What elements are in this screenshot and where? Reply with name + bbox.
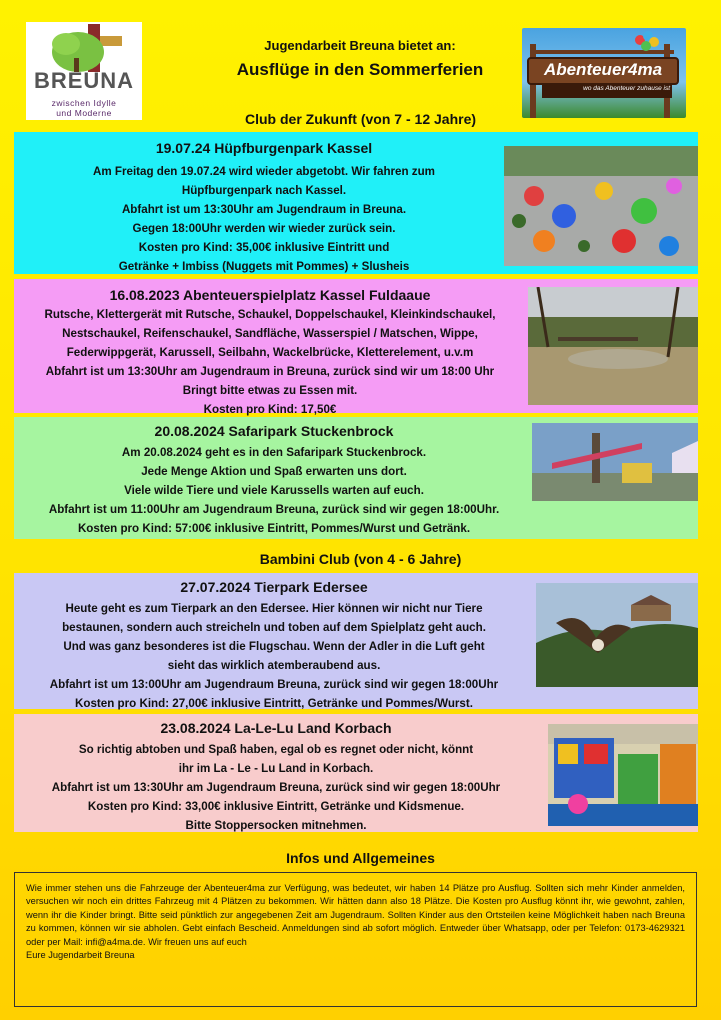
abenteuer4ma-name: Abenteuer4ma <box>543 60 663 79</box>
event-title: 27.07.2024 Tierpark Edersee <box>180 579 368 595</box>
event-line: Kosten pro Kind: 33,00€ inklusive Eintritt, Getränke und Kidsmenue. <box>87 800 465 813</box>
photo-tierpark <box>536 583 698 687</box>
event-line: So richtig abtoben und Spaß haben, egal ob es regnet oder nicht, könnt <box>78 743 474 756</box>
event-line: Abfahrt ist um 13:00Uhr am Jugendraum Breuna, zurück sind wir gegen 18:00Uhr <box>49 678 499 691</box>
event-card-tierpark <box>14 573 698 709</box>
eagle-photo-icon <box>536 583 698 687</box>
breuna-tagline-1: zwischen Idylle <box>51 98 117 108</box>
event-line: Kosten pro Kind: 27,00€ inklusive Eintritt, Getränke und Pommes/Wurst. <box>75 697 473 710</box>
photo-spielplatz <box>528 287 698 405</box>
info-box <box>14 872 697 1007</box>
event-line: Jede Menge Aktion und Spaß erwarten uns dort. <box>141 465 407 478</box>
event-line: Nestschaukel, Reifenschaukel, Sandfläche, Wasserspiel / Matschen, Wippe, <box>62 327 478 340</box>
event-line: Heute geht es zum Tierpark an den Edersee. Hier können wir nicht nur Tiere <box>65 602 483 615</box>
breuna-logo <box>26 22 142 120</box>
carousel-photo-icon <box>532 423 698 501</box>
photo-safaripark <box>532 423 698 501</box>
section-bambini: Bambini Club (von 4 - 6 Jahre) <box>259 551 462 567</box>
section-infos: Infos und Allgemeines <box>286 850 435 866</box>
event-card-huepfburgenpark <box>14 132 698 274</box>
event-line: ihr im La - Le - Lu Land in Korbach. <box>178 762 374 775</box>
breuna-tagline-2: und Moderne <box>56 108 112 118</box>
event-card-safaripark <box>14 417 698 539</box>
abenteuer4ma-logo <box>522 28 686 118</box>
event-line: Kosten pro Kind: 57:00€ inklusive Eintritt, Pommes/Wurst und Getränk. <box>77 522 471 535</box>
section-club-zukunft: Club der Zukunft (von 7 - 12 Jahre) <box>244 111 477 127</box>
event-line: Kosten pro Kind: 35,00€ inklusive Eintritt und <box>138 241 390 254</box>
event-line: Am 20.08.2024 geht es in den Safaripark Stuckenbrock. <box>121 446 427 459</box>
event-card-lalelu <box>14 714 698 832</box>
event-line: Abfahrt ist um 13:30Uhr am Jugendraum in Breuna. <box>121 203 407 216</box>
photo-huepfburgen <box>504 146 698 266</box>
event-title: 16.08.2023 Abenteuerspielplatz Kassel Fuldaaue <box>109 287 431 303</box>
event-line: Rutsche, Klettergerät mit Rutsche, Schaukel, Doppelschaukel, Kleinkindschaukel, <box>44 308 496 321</box>
indoor-playground-photo-icon <box>548 724 698 826</box>
event-line: Und was ganz besonderes ist die Flugschau. Wenn der Adler in die Luft geht <box>63 640 485 653</box>
event-line: Hüpfburgenpark nach Kassel. <box>181 184 347 197</box>
abenteuer4ma-tagline: wo das Abenteuer zuhause ist <box>583 85 670 92</box>
event-line: Am Freitag den 19.07.24 wird wieder abgetobt. Wir fahren zum <box>93 165 435 178</box>
event-line: bestaunen, sondern auch streicheln und toben auf dem Spielplatz geht auch. <box>62 621 486 634</box>
header-subtitle: Jugendarbeit Breuna bietet an: <box>264 38 456 53</box>
event-card-abenteuerspielplatz <box>14 279 698 416</box>
event-line: Bitte Stoppersocken mitnehmen. <box>185 819 367 832</box>
event-line: Bringt bitte etwas zu Essen mit. <box>182 384 358 397</box>
event-line: Gegen 18:00Uhr werden wir wieder zurück sein. <box>132 222 396 235</box>
event-title: 20.08.2024 Safaripark Stuckenbrock <box>154 423 394 439</box>
event-line: Viele wilde Tiere und viele Karussells warten auf euch. <box>124 484 424 497</box>
event-title: 23.08.2024 La-Le-Lu Land Korbach <box>160 720 392 736</box>
breuna-name: BREUNA <box>33 68 135 93</box>
photo-lalelu <box>548 724 698 826</box>
header-title: Ausflüge in den Sommerferien <box>236 60 484 79</box>
playground-photo-icon <box>528 287 698 405</box>
event-line: Abfahrt ist um 13:30Uhr am Jugendraum Breuna, zurück sind wir gegen 18:00Uhr <box>51 781 501 794</box>
event-line: Federwippgerät, Karussell, Seilbahn, Wackelbrücke, Kletterelement, u.v.m <box>66 346 474 359</box>
event-title: 19.07.24 Hüpfburgenpark Kassel <box>155 140 373 156</box>
bouncy-castle-photo-icon <box>504 146 698 266</box>
event-line: sieht das wirklich atemberaubend aus. <box>167 659 381 672</box>
event-line: Getränke + Imbiss (Nuggets mit Pommes) + Slusheis <box>118 260 410 273</box>
event-line: Kosten pro Kind: 17,50€ <box>203 403 337 416</box>
event-line: Abfahrt ist um 11:00Uhr am Jugendraum Breuna, zurück sind wir gegen 18:00Uhr. <box>48 503 500 516</box>
event-line: Abfahrt ist um 13:30Uhr am Jugendraum in Breuna, zurück sind wir um 18:00 Uhr <box>45 365 495 378</box>
info-text: Wie immer stehen uns die Fahrzeuge der Abenteuer4ma zur Verfügung, was bedeutet, wir haben 14 Plätze pro Ausflug. Sollten sich mehr Kinder anmelden, versuchen wir noch ein drittes Fahrzeug mit 4 Plätzen zu bekommen. Wir hätten dann also 18 Plätze. Die Kosten pro Ausflug könnt ihr, wie gewohnt, zahlen, wenn ihr die Kinder bringt. Bitte seid pünktlich zur angegebenen Zeit am Jugendraum. Sollten Kinder aus den Ortsteilen keine Möglichkeit haben nach Breuna zu kommen, können wir sie abholen. Gebt einfach Bescheid. Anmeldungen sind ab sofort möglich. Entweder über Whatsapp, oder per Telefon: 0173-4629321 oder per Mail: infi@a4ma.de. Wir freuen uns auf euch <box>26 883 685 947</box>
info-signature: Eure Jugendarbeit Breuna <box>26 950 135 961</box>
